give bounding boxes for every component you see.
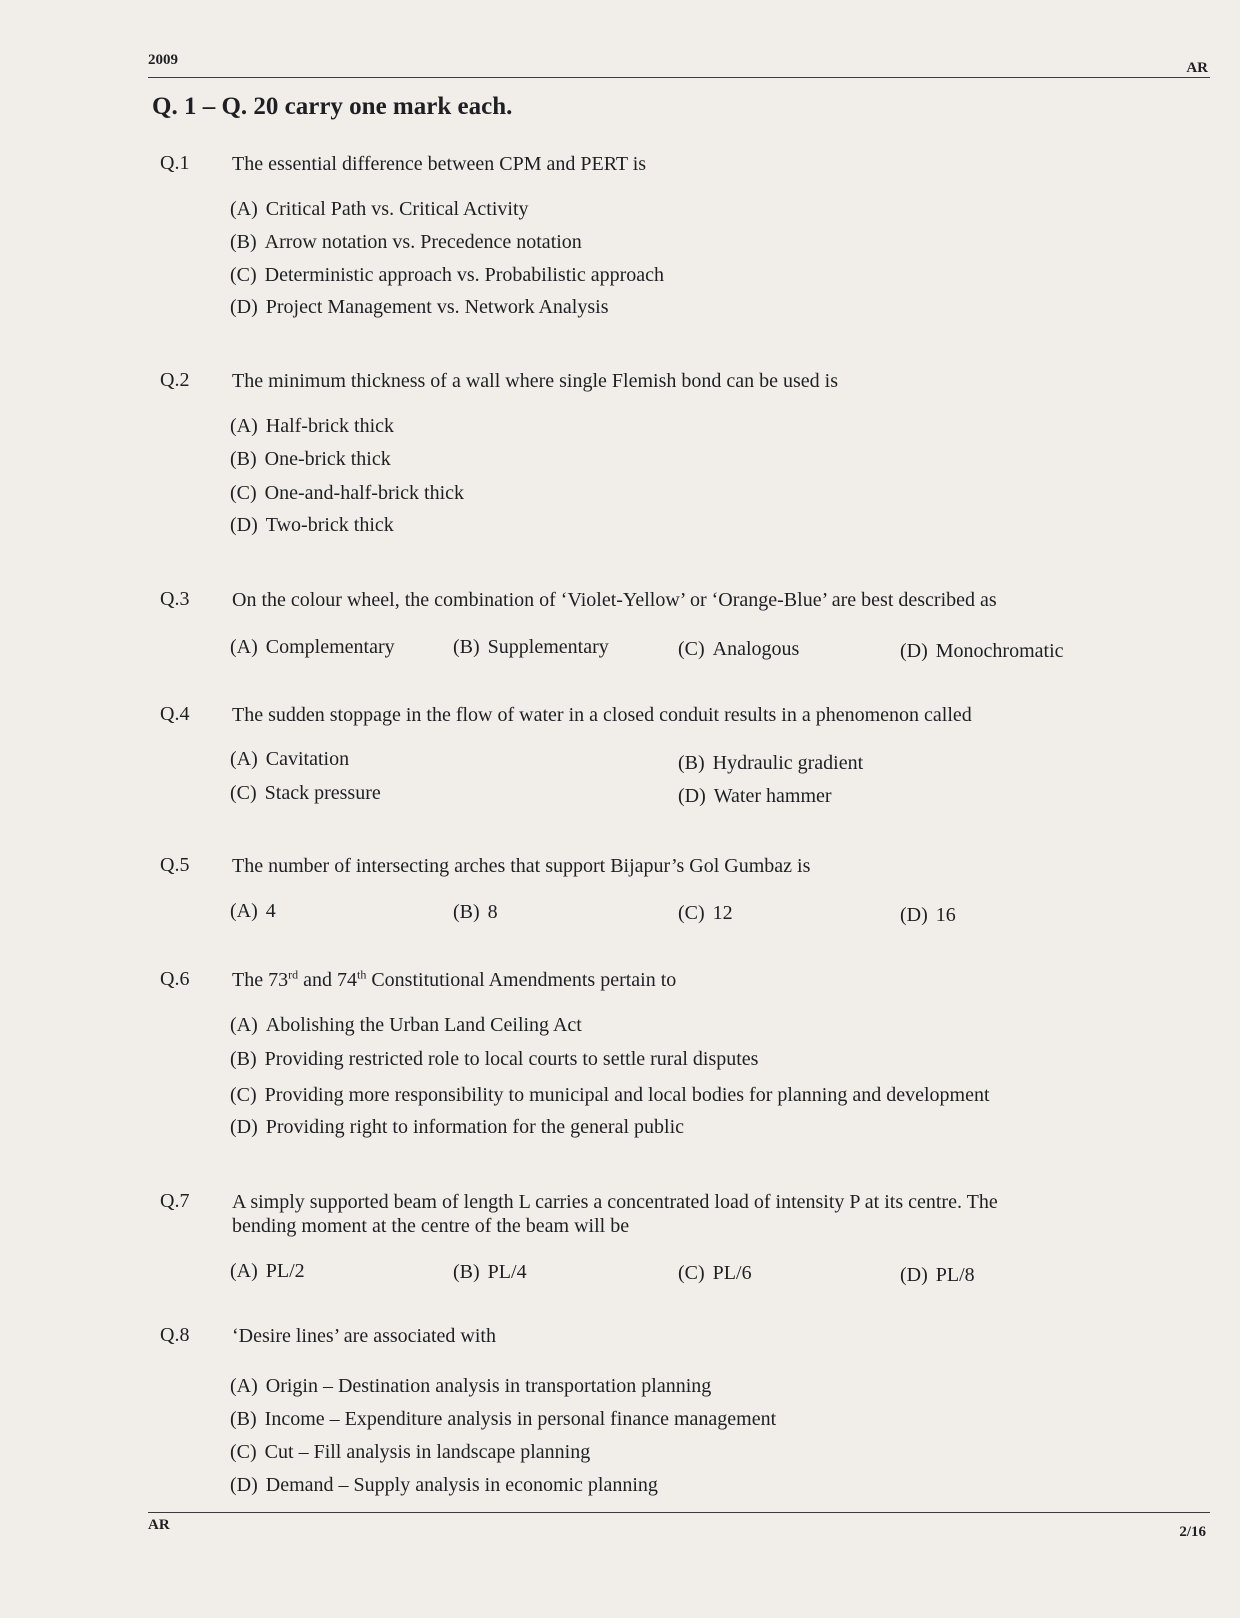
- question-text: On the colour wheel, the combination of ‘Violet-Yellow’ or ‘Orange-Blue’ are best described as: [232, 589, 997, 611]
- question-number: Q.3: [160, 588, 190, 610]
- option-a: (A) Abolishing the Urban Land Ceiling Act: [230, 1014, 582, 1036]
- option-b: (B) 8: [453, 901, 498, 923]
- option-b: (B) One-brick thick: [230, 448, 391, 470]
- question-text: The essential difference between CPM and PERT is: [232, 153, 647, 175]
- question-text: The number of intersecting arches that support Bijapur’s Gol Gumbaz is: [232, 855, 811, 877]
- question-number: Q.4: [160, 703, 190, 725]
- question-text: ‘Desire lines’ are associated with: [232, 1325, 496, 1347]
- option-d: (D) 16: [900, 904, 956, 926]
- question-text: The 73rd and 74th Constitutional Amendments pertain to: [232, 967, 677, 991]
- header-paper-code: AR: [1186, 60, 1208, 76]
- question-number: Q.7: [160, 1190, 190, 1212]
- option-c: (C) Stack pressure: [230, 782, 381, 804]
- option-a: (A) Origin – Destination analysis in transportation planning: [230, 1375, 712, 1397]
- option-d: (D) Monochromatic: [900, 640, 1064, 662]
- option-b: (B) Income – Expenditure analysis in personal finance management: [230, 1408, 777, 1430]
- option-b: (B) Hydraulic gradient: [678, 752, 864, 774]
- question-number: Q.1: [160, 152, 190, 174]
- option-a: (A) Half-brick thick: [230, 415, 395, 437]
- option-a: (A) 4: [230, 900, 276, 922]
- option-d: (D) Water hammer: [678, 785, 832, 807]
- option-d: (D) Demand – Supply analysis in economic planning: [230, 1474, 658, 1496]
- footer-rule: [148, 1512, 1210, 1513]
- option-c: (C) One-and-half-brick thick: [230, 482, 465, 504]
- question-text: The minimum thickness of a wall where single Flemish bond can be used is: [232, 370, 838, 392]
- footer-paper-code: AR: [148, 1517, 170, 1533]
- question-text: The sudden stoppage in the flow of water in a closed conduit results in a phenomenon called: [232, 704, 972, 726]
- section-title: Q. 1 – Q. 20 carry one mark each.: [152, 93, 513, 120]
- question-text-line-2: bending moment at the centre of the beam will be: [232, 1215, 630, 1237]
- question-number: Q.8: [160, 1324, 190, 1346]
- question-number: Q.6: [160, 968, 190, 990]
- option-a: (A) Critical Path vs. Critical Activity: [230, 198, 529, 220]
- option-d: (D) PL/8: [900, 1264, 975, 1286]
- option-b: (B) Supplementary: [453, 636, 609, 658]
- header-year: 2009: [148, 52, 178, 68]
- option-d: (D) Project Management vs. Network Analysis: [230, 296, 609, 318]
- option-a: (A) Complementary: [230, 636, 395, 658]
- question-number: Q.5: [160, 854, 190, 876]
- option-c: (C) 12: [678, 902, 733, 924]
- header-rule: [148, 77, 1210, 78]
- option-c: (C) Analogous: [678, 638, 800, 660]
- question-text-line-1: A simply supported beam of length L carries a concentrated load of intensity P at its centre. The: [232, 1191, 998, 1213]
- option-c: (C) Deterministic approach vs. Probabilistic approach: [230, 264, 664, 286]
- option-d: (D) Two-brick thick: [230, 514, 394, 536]
- option-b: (B) Arrow notation vs. Precedence notation: [230, 231, 582, 253]
- option-a: (A) Cavitation: [230, 748, 350, 770]
- option-b: (B) PL/4: [453, 1261, 527, 1283]
- question-number: Q.2: [160, 369, 190, 391]
- option-c: (C) PL/6: [678, 1262, 752, 1284]
- option-d: (D) Providing right to information for the general public: [230, 1116, 685, 1138]
- option-c: (C) Providing more responsibility to municipal and local bodies for planning and development: [230, 1084, 990, 1106]
- option-c: (C) Cut – Fill analysis in landscape planning: [230, 1441, 591, 1463]
- option-b: (B) Providing restricted role to local courts to settle rural disputes: [230, 1048, 759, 1070]
- footer-page-number: 2/16: [1179, 1524, 1206, 1540]
- option-a: (A) PL/2: [230, 1260, 305, 1282]
